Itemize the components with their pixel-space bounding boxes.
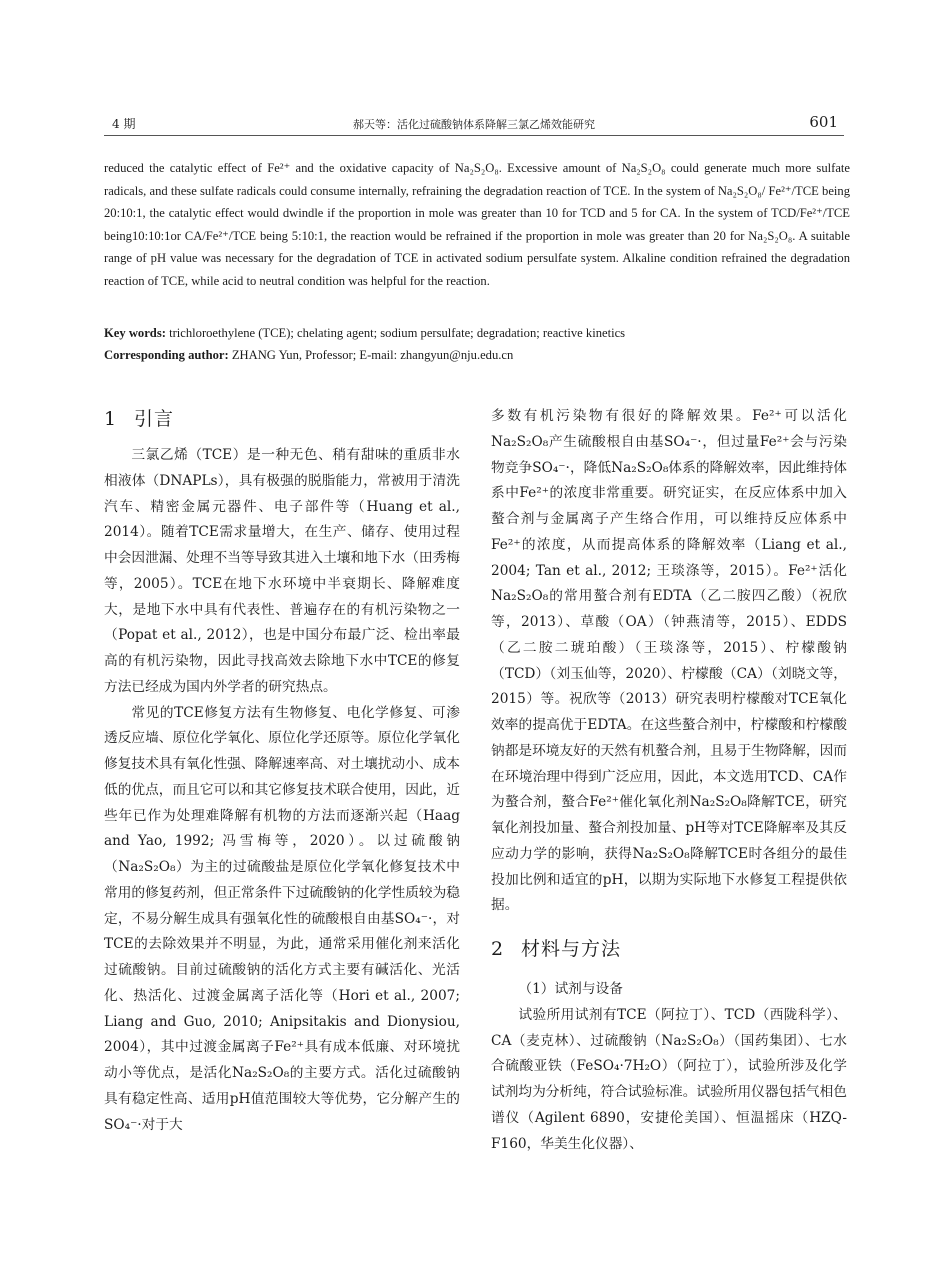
left-column: [104, 405, 460, 1138]
right-column: [491, 404, 847, 1157]
section-1-title: 引言: [134, 408, 175, 430]
keywords-text: trichloroethylene (TCE); chelating agent; sodium persulfate; degradation; reactive kinetics: [165, 326, 626, 340]
corresponding-author-line: [104, 344, 850, 366]
issue-number: 4 期: [112, 117, 136, 131]
keywords-line: [104, 322, 850, 344]
subsection-reagents-heading: （1）试剂与设备: [518, 981, 623, 997]
abstract-continuation: reduced the catalytic effect of Fe²⁺ and the oxidative capacity of Na₂S₂O₈. Excessive amount of Na₂S₂O₈ could generate much more sulfate radicals, and these sulfate radicals could consume internally, refraining the degradation reaction of TCE. In the system of Na₂S₂O₈/ Fe²⁺/TCE being 20:10:1, the catalytic effect would dwindle if the proportion in mole was greater than 10 for TCD and 5 for CA. In the system of TCD/Fe²⁺/TCE being10:10:1or CA/Fe²⁺/TCE being 5:10:1, the reaction would be refrained if the proportion in mole was greater than 20 for Na₂S₂O₈. A suitable range of pH value was necessary for the degradation of TCE in activated sodium persulfate system. Alkaline condition refrained the degradation reaction of TCE, while acid to neutral condition was helpful for the reaction.: [104, 161, 850, 288]
section-1-number: 1: [104, 408, 118, 430]
running-title: 郝天等：活化过硫酸钠体系降解三氯乙烯效能研究: [353, 118, 595, 131]
corresponding-label: Corresponding author:: [104, 348, 229, 362]
section-1-heading: [104, 405, 460, 433]
intro-paragraph-2: 常见的TCE修复方法有生物修复、电化学修复、可渗透反应墙、原位化学氧化、原位化学还原等。原位化学氧化修复技术具有氧化性强、降解速率高、对土壤扰动小、成本低的优点，而且它可以和其它修复技术联合使用，因此，近些年已作为处理难降解有机物的方法而逐渐兴起（Haag and Yao, 1992; 冯雪梅等，2020）。以过硫酸钠（Na₂S₂O₈）为主的过硫酸盐是原位化学氧化修复技术中常用的修复药剂，但正常条件下过硫酸钠的化学性质较为稳定，不易分解生成具有强氧化性的硫酸根自由基SO₄⁻·，对TCE的去除效果并不明显，为此，通常采用催化剂来活化过硫酸钠。目前过硫酸钠的活化方式主要有碱活化、光活化、热活化、过渡金属离子活化等（Hori et al., 2007; Liang and Guo, 2010; Anipsitakis and Dionysiou, 2004），其中过渡金属离子Fe²⁺具有成本低廉、对环境扰动小等优点，是活化Na₂S₂O₈的主要方式。活化过硫酸钠具有稳定性高、适用pH值范围较大等优势，它分解产生的SO₄⁻·对于大: [104, 704, 460, 1133]
section-2-heading: [491, 935, 847, 963]
keywords-block: [104, 322, 850, 366]
intro-paragraph-1: 三氯乙烯（TCE）是一种无色、稍有甜味的重质非水相液体（DNAPLs），具有极强的脱脂能力，常被用于清洗汽车、精密金属元器件、电子部件等（Huang et al., 2014）。随着TCE需求量增大，在生产、储存、使用过程中会因泄漏、处理不当等导致其进入土壤和地下水（田秀梅等，2005）。TCE在地下水环境中半衰期长、降解难度大，是地下水中具有代表性、普遍存在的有机污染物之一（Popat et al., 2012），也是中国分布最广泛、检出率最高的有机污染物，因此寻找高效去除地下水中TCE的修复方法已经成为国内外学者的研究热点。: [104, 447, 460, 695]
intro-paragraph-2-continued: 多数有机污染物有很好的降解效果。Fe²⁺可以活化Na₂S₂O₈产生硫酸根自由基SO₄⁻·，但过量Fe²⁺会与污染物竞争SO₄⁻·，降低Na₂S₂O₈体系的降解效率，因此维持体系中Fe²⁺的浓度非常重要。研究证实，在反应体系中加入螯合剂与金属离子产生络合作用，可以维持反应体系中Fe²⁺的浓度，从而提高体系的降解效率（Liang et al., 2004; Tan et al., 2012; 王琰涤等，2015）。Fe²⁺活化Na₂S₂O₈的常用螯合剂有EDTA（乙二胺四乙酸）（祝欣等，2013）、草酸（OA）（钟燕清等，2015）、EDDS（乙二胺二琥珀酸）（王琰涤等，2015）、柠檬酸钠（TCD）（刘玉仙等，2020）、柠檬酸（CA）（刘晓文等，2015）等。祝欣等（2013）研究表明柠檬酸对TCE氧化效率的提高优于EDTA。在这些螯合剂中，柠檬酸和柠檬酸钠都是环境友好的天然有机螯合剂，且易于生物降解，因而在环境治理中得到广泛应用，因此，本文选用TCD、CA作为螯合剂，螯合Fe²⁺催化氧化剂Na₂S₂O₈降解TCE，研究氧化剂投加量、螯合剂投加量、pH等对TCE降解率及其反应动力学的影响，获得Na₂S₂O₈降解TCE时各组分的最佳投加比例和适宜的pH，以期为实际地下水修复工程提供依据。: [491, 408, 847, 914]
methods-paragraph-1: 试验所用试剂有TCE（阿拉丁）、TCD（西陇科学）、CA（麦克林）、过硫酸钠（Na₂S₂O₈）（国药集团）、七水合硫酸亚铁（FeSO₄·7H₂O）（阿拉丁），试验所涉及化学试剂均为分析纯，符合试验标准。试验所用仪器包括气相色谱仪（Agilent 6890，安捷伦美国）、恒温摇床（HZQ-F160，华美生化仪器）、: [491, 1006, 847, 1152]
running-header: [104, 113, 844, 136]
section-2-title: 材料与方法: [521, 938, 622, 960]
keywords-label: Key words:: [104, 326, 166, 340]
corresponding-text: ZHANG Yun, Professor; E-mail: zhangyun@nju.edu.cn: [228, 348, 514, 362]
page-number: 601: [809, 113, 838, 131]
section-2-number: 2: [491, 938, 505, 960]
